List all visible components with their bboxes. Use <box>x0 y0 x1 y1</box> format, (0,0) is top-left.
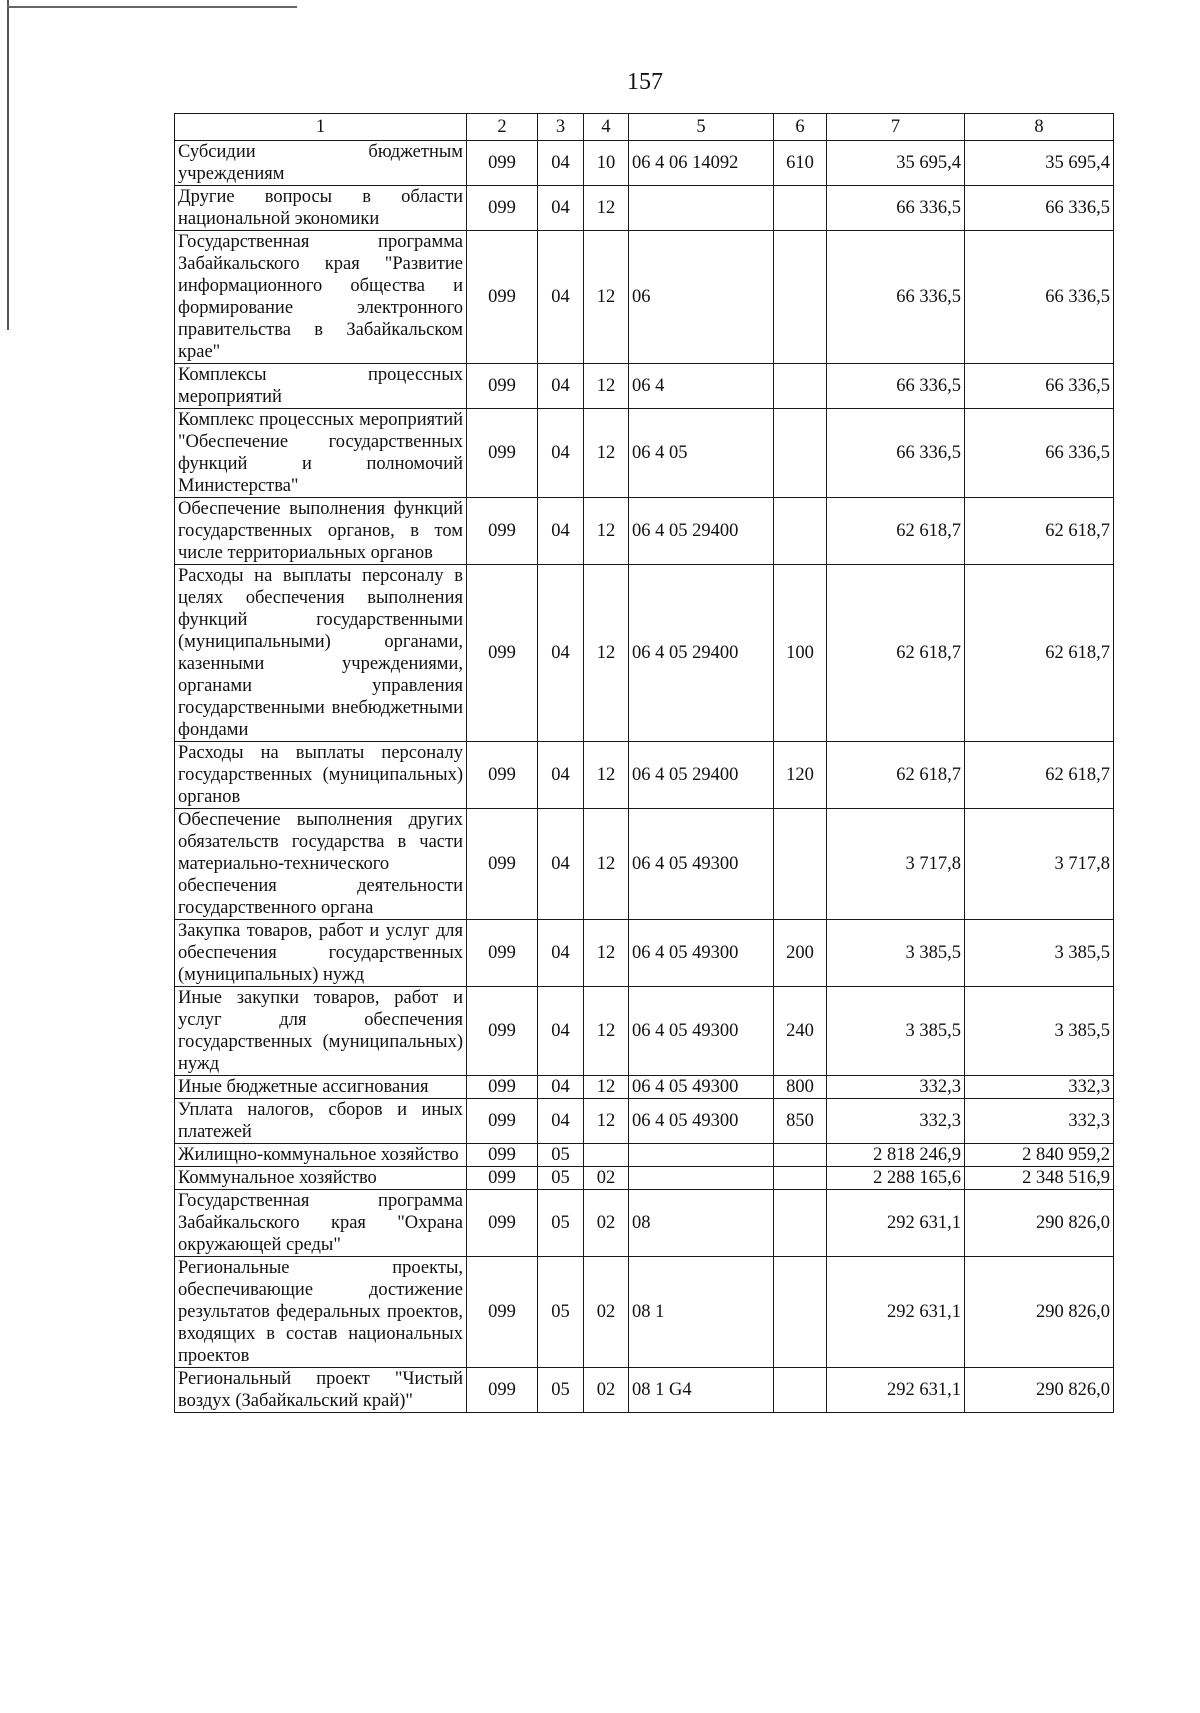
row-name-cell: Комплексы процессных мероприятий <box>175 364 467 409</box>
table-row <box>175 920 1114 987</box>
amount-col8-cell: 66 336,5 <box>965 231 1114 364</box>
amount-col8-cell: 3 717,8 <box>965 809 1114 920</box>
subsection-code-cell: 12 <box>584 920 629 987</box>
subsection-code-cell: 12 <box>584 231 629 364</box>
target-article-cell <box>629 1167 774 1190</box>
ministry-code-cell: 099 <box>467 1190 538 1257</box>
amount-col7-cell: 3 385,5 <box>827 987 965 1076</box>
expense-type-cell <box>774 364 827 409</box>
column-header: 1 <box>175 114 467 141</box>
expense-type-cell: 800 <box>774 1076 827 1099</box>
expense-type-cell: 100 <box>774 565 827 742</box>
amount-col8-cell: 290 826,0 <box>965 1190 1114 1257</box>
target-article-cell: 06 4 06 14092 <box>629 141 774 186</box>
section-code-cell: 04 <box>538 409 584 498</box>
expense-type-cell <box>774 809 827 920</box>
section-code-cell: 05 <box>538 1257 584 1368</box>
target-article-cell: 06 4 05 29400 <box>629 565 774 742</box>
column-header: 8 <box>965 114 1114 141</box>
ministry-code-cell: 099 <box>467 1257 538 1368</box>
expense-type-cell: 240 <box>774 987 827 1076</box>
table-row <box>175 987 1114 1076</box>
amount-col7-cell: 66 336,5 <box>827 231 965 364</box>
subsection-code-cell: 02 <box>584 1257 629 1368</box>
budget-table <box>174 113 1114 1413</box>
expense-type-cell: 850 <box>774 1099 827 1144</box>
ministry-code-cell: 099 <box>467 742 538 809</box>
section-code-cell: 04 <box>538 1076 584 1099</box>
expense-type-cell: 200 <box>774 920 827 987</box>
header-row <box>175 114 1114 141</box>
target-article-cell: 06 4 05 49300 <box>629 1076 774 1099</box>
subsection-code-cell: 02 <box>584 1167 629 1190</box>
expense-type-cell <box>774 498 827 565</box>
ministry-code-cell: 099 <box>467 987 538 1076</box>
row-name-cell: Региональный проект "Чистый воздух (Забайкальский край)" <box>175 1368 467 1413</box>
column-header: 2 <box>467 114 538 141</box>
row-name-cell: Расходы на выплаты персоналу государственных (муниципальных) органов <box>175 742 467 809</box>
amount-col8-cell: 3 385,5 <box>965 987 1114 1076</box>
expense-type-cell: 610 <box>774 141 827 186</box>
amount-col7-cell: 292 631,1 <box>827 1190 965 1257</box>
amount-col8-cell: 66 336,5 <box>965 364 1114 409</box>
subsection-code-cell: 02 <box>584 1368 629 1413</box>
section-code-cell: 04 <box>538 186 584 231</box>
row-name-cell: Иные бюджетные ассигнования <box>175 1076 467 1099</box>
expense-type-cell <box>774 231 827 364</box>
table-header <box>175 114 1114 141</box>
amount-col7-cell: 2 818 246,9 <box>827 1144 965 1167</box>
amount-col7-cell: 332,3 <box>827 1099 965 1144</box>
amount-col8-cell: 290 826,0 <box>965 1368 1114 1413</box>
section-code-cell: 04 <box>538 920 584 987</box>
expense-type-cell <box>774 1257 827 1368</box>
target-article-cell: 06 4 05 49300 <box>629 920 774 987</box>
section-code-cell: 04 <box>538 231 584 364</box>
amount-col8-cell: 3 385,5 <box>965 920 1114 987</box>
section-code-cell: 04 <box>538 809 584 920</box>
section-code-cell: 04 <box>538 498 584 565</box>
subsection-code-cell: 12 <box>584 364 629 409</box>
target-article-cell: 06 4 05 49300 <box>629 987 774 1076</box>
ministry-code-cell: 099 <box>467 565 538 742</box>
target-article-cell: 08 1 G4 <box>629 1368 774 1413</box>
section-code-cell: 04 <box>538 565 584 742</box>
section-code-cell: 04 <box>538 742 584 809</box>
amount-col8-cell: 62 618,7 <box>965 742 1114 809</box>
target-article-cell: 06 4 05 49300 <box>629 1099 774 1144</box>
table-row <box>175 231 1114 364</box>
amount-col7-cell: 66 336,5 <box>827 186 965 231</box>
amount-col7-cell: 3 385,5 <box>827 920 965 987</box>
target-article-cell <box>629 1144 774 1167</box>
expense-type-cell <box>774 1368 827 1413</box>
table-row <box>175 1368 1114 1413</box>
amount-col8-cell: 66 336,5 <box>965 409 1114 498</box>
table-row <box>175 141 1114 186</box>
row-name-cell: Государственная программа Забайкальского края "Развитие информационного общества и формирование электронного правительства в Забайкальском крае" <box>175 231 467 364</box>
section-code-cell: 04 <box>538 364 584 409</box>
row-name-cell: Комплекс процессных мероприятий "Обеспечение государственных функций и полномочий Министерства" <box>175 409 467 498</box>
ministry-code-cell: 099 <box>467 409 538 498</box>
ministry-code-cell: 099 <box>467 186 538 231</box>
row-name-cell: Государственная программа Забайкальского края "Охрана окружающей среды" <box>175 1190 467 1257</box>
expense-type-cell <box>774 1144 827 1167</box>
page-number: 157 <box>627 69 663 95</box>
target-article-cell: 06 4 <box>629 364 774 409</box>
subsection-code-cell: 02 <box>584 1190 629 1257</box>
ministry-code-cell: 099 <box>467 1099 538 1144</box>
amount-col7-cell: 35 695,4 <box>827 141 965 186</box>
ministry-code-cell: 099 <box>467 498 538 565</box>
amount-col8-cell: 62 618,7 <box>965 498 1114 565</box>
section-code-cell: 05 <box>538 1190 584 1257</box>
row-name-cell: Другие вопросы в области национальной экономики <box>175 186 467 231</box>
row-name-cell: Обеспечение выполнения других обязательств государства в части материально-технического обеспечения деятельности государственного органа <box>175 809 467 920</box>
ministry-code-cell: 099 <box>467 920 538 987</box>
ministry-code-cell: 099 <box>467 1076 538 1099</box>
column-header: 5 <box>629 114 774 141</box>
ministry-code-cell: 099 <box>467 231 538 364</box>
amount-col7-cell: 62 618,7 <box>827 565 965 742</box>
row-name-cell: Расходы на выплаты персоналу в целях обеспечения выполнения функций государственными (муниципальными) органами, казенными учреждениями, органами управления государственными внебюджетными фондами <box>175 565 467 742</box>
target-article-cell: 06 4 05 49300 <box>629 809 774 920</box>
expense-type-cell <box>774 186 827 231</box>
amount-col7-cell: 292 631,1 <box>827 1368 965 1413</box>
ministry-code-cell: 099 <box>467 141 538 186</box>
ministry-code-cell: 099 <box>467 1167 538 1190</box>
ministry-code-cell: 099 <box>467 1368 538 1413</box>
table-row <box>175 1076 1114 1099</box>
column-header: 3 <box>538 114 584 141</box>
table-row <box>175 1167 1114 1190</box>
subsection-code-cell: 12 <box>584 409 629 498</box>
subsection-code-cell: 12 <box>584 987 629 1076</box>
amount-col8-cell: 62 618,7 <box>965 565 1114 742</box>
column-header: 4 <box>584 114 629 141</box>
expense-type-cell: 120 <box>774 742 827 809</box>
row-name-cell: Иные закупки товаров, работ и услуг для обеспечения государственных (муниципальных) нужд <box>175 987 467 1076</box>
scan-edge-line-top <box>7 6 297 8</box>
amount-col7-cell: 66 336,5 <box>827 409 965 498</box>
subsection-code-cell: 12 <box>584 809 629 920</box>
scan-edge-line-left <box>7 0 9 330</box>
section-code-cell: 04 <box>538 987 584 1076</box>
target-article-cell: 08 <box>629 1190 774 1257</box>
subsection-code-cell: 12 <box>584 498 629 565</box>
target-article-cell: 06 4 05 <box>629 409 774 498</box>
section-code-cell: 05 <box>538 1144 584 1167</box>
row-name-cell: Субсидии бюджетным учреждениям <box>175 141 467 186</box>
target-article-cell: 06 4 05 29400 <box>629 742 774 809</box>
section-code-cell: 04 <box>538 1099 584 1144</box>
amount-col7-cell: 62 618,7 <box>827 742 965 809</box>
amount-col7-cell: 292 631,1 <box>827 1257 965 1368</box>
amount-col7-cell: 62 618,7 <box>827 498 965 565</box>
target-article-cell: 06 4 05 29400 <box>629 498 774 565</box>
section-code-cell: 05 <box>538 1368 584 1413</box>
target-article-cell <box>629 186 774 231</box>
amount-col8-cell: 290 826,0 <box>965 1257 1114 1368</box>
subsection-code-cell: 12 <box>584 1099 629 1144</box>
expense-type-cell <box>774 1190 827 1257</box>
row-name-cell: Коммунальное хозяйство <box>175 1167 467 1190</box>
table-body <box>175 141 1114 1413</box>
subsection-code-cell: 10 <box>584 141 629 186</box>
row-name-cell: Закупка товаров, работ и услуг для обеспечения государственных (муниципальных) нужд <box>175 920 467 987</box>
amount-col8-cell: 2 840 959,2 <box>965 1144 1114 1167</box>
table-row <box>175 186 1114 231</box>
table-row <box>175 809 1114 920</box>
row-name-cell: Жилищно-коммунальное хозяйство <box>175 1144 467 1167</box>
amount-col8-cell: 332,3 <box>965 1099 1114 1144</box>
ministry-code-cell: 099 <box>467 1144 538 1167</box>
amount-col8-cell: 2 348 516,9 <box>965 1167 1114 1190</box>
section-code-cell: 05 <box>538 1167 584 1190</box>
table-row <box>175 1144 1114 1167</box>
table-row <box>175 1099 1114 1144</box>
amount-col7-cell: 3 717,8 <box>827 809 965 920</box>
table-row <box>175 498 1114 565</box>
amount-col8-cell: 66 336,5 <box>965 186 1114 231</box>
amount-col7-cell: 66 336,5 <box>827 364 965 409</box>
table-row <box>175 409 1114 498</box>
row-name-cell: Региональные проекты, обеспечивающие достижение результатов федеральных проектов, входящих в состав национальных проектов <box>175 1257 467 1368</box>
table-row <box>175 565 1114 742</box>
subsection-code-cell <box>584 1144 629 1167</box>
amount-col8-cell: 35 695,4 <box>965 141 1114 186</box>
column-header: 6 <box>774 114 827 141</box>
expense-type-cell <box>774 1167 827 1190</box>
subsection-code-cell: 12 <box>584 186 629 231</box>
amount-col7-cell: 332,3 <box>827 1076 965 1099</box>
amount-col7-cell: 2 288 165,6 <box>827 1167 965 1190</box>
subsection-code-cell: 12 <box>584 565 629 742</box>
table-row <box>175 364 1114 409</box>
expense-type-cell <box>774 409 827 498</box>
table-row <box>175 1190 1114 1257</box>
table-row <box>175 1257 1114 1368</box>
subsection-code-cell: 12 <box>584 742 629 809</box>
target-article-cell: 06 <box>629 231 774 364</box>
table-row <box>175 742 1114 809</box>
amount-col8-cell: 332,3 <box>965 1076 1114 1099</box>
section-code-cell: 04 <box>538 141 584 186</box>
row-name-cell: Уплата налогов, сборов и иных платежей <box>175 1099 467 1144</box>
target-article-cell: 08 1 <box>629 1257 774 1368</box>
ministry-code-cell: 099 <box>467 364 538 409</box>
column-header: 7 <box>827 114 965 141</box>
subsection-code-cell: 12 <box>584 1076 629 1099</box>
row-name-cell: Обеспечение выполнения функций государственных органов, в том числе территориальных органов <box>175 498 467 565</box>
ministry-code-cell: 099 <box>467 809 538 920</box>
